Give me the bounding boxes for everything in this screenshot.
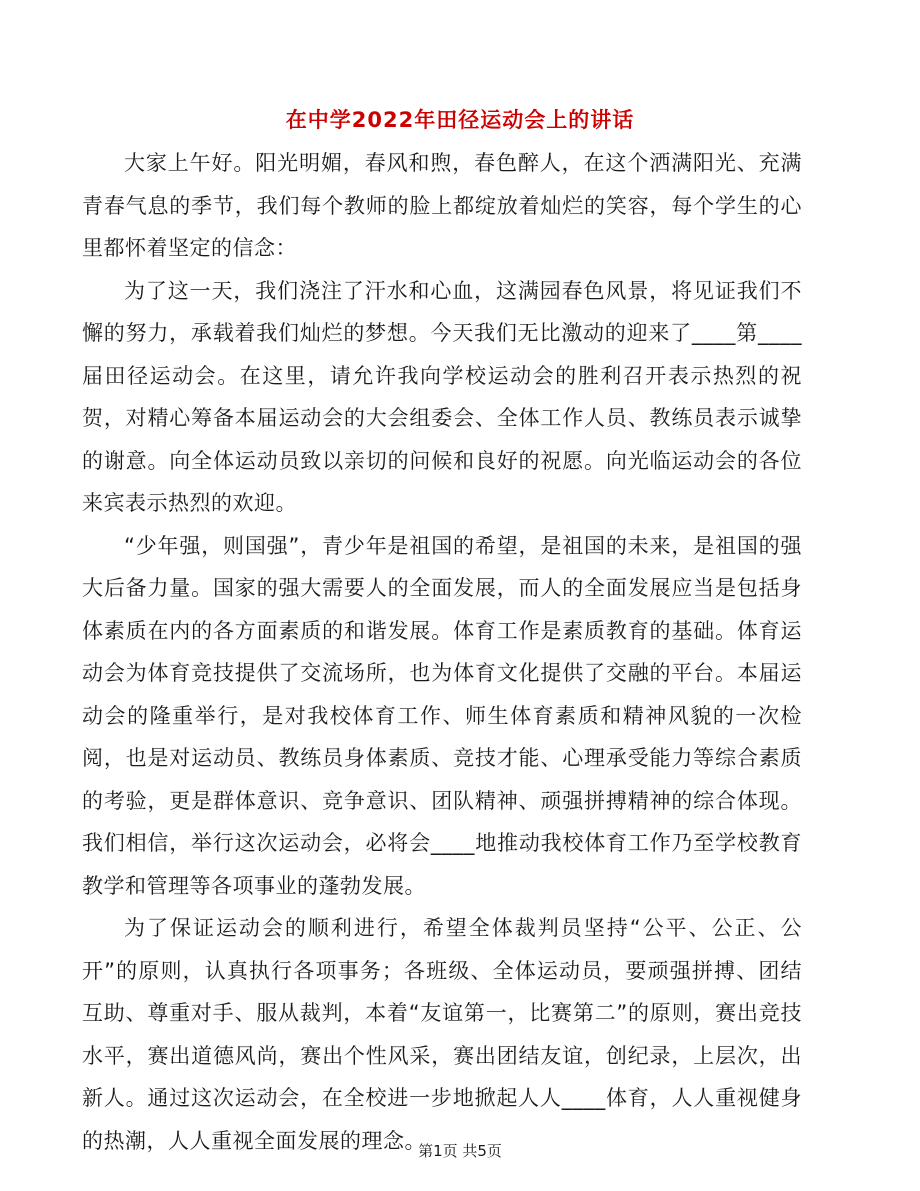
page-footer: 第1页 共5页 [418, 1142, 502, 1160]
paragraph-4: 为了保证运动会的顺利进行，希望全体裁判员坚持“公平、公正、公开”的原则，认真执行各项事务；各班级、全体运动员，要顽强拼搏、团结互助、尊重对手、服从裁判，本着“友谊第一，比赛第二”的原则，赛出竞技水平，赛出道德风尚，赛出个性风采，赛出团结友谊，创纪录，上层次，出新人。通过这次运动会，在全校进一步地掀起人人____体育，人人重视健身的热潮，人人重视全面发展的理念。 [82, 916, 802, 1153]
paragraph-3: “少年强，则国强”，青少年是祖国的希望，是祖国的未来，是祖国的强大后备力量。国家的强大需要人的全面发展，而人的全面发展应当是包括身体素质在内的各方面素质的和谐发展。体育工作是素质教育的基础。体育运动会为体育竞技提供了交流场所，也为体育文化提供了交融的平台。本届运动会的隆重举行，是对我校体育工作、师生体育素质和精神风貌的一次检阅，也是对运动员、教练员身体素质、竞技才能、心理承受能力等综合素质的考验，更是群体意识、竞争意识、团队精神、顽强拼搏精神的综合体现。我们相信，举行这次运动会，必将会____地推动我校体育工作乃至学校教育教学和管理等各项事业的蓬勃发展。 [82, 533, 802, 898]
paragraph-1: 大家上午好。阳光明媚，春风和煦，春色醉人，在这个洒满阳光、充满青春气息的季节，我们每个教师的脸上都绽放着灿烂的笑容，每个学生的心里都怀着坚定的信念： [82, 151, 802, 260]
document-title: 在中学2022年田径运动会上的讲话 [285, 108, 635, 132]
paragraph-2: 为了这一天，我们浇注了汗水和心血，这满园春色风景，将见证我们不懈的努力，承载着我们灿烂的梦想。今天我们无比激动的迎来了____第____届田径运动会。在这里，请允许我向学校运动会的胜利召开表示热烈的祝贺，对精心筹备本届运动会的大会组委会、全体工作人员、教练员表示诚挚的谢意。向全体运动员致以亲切的问候和良好的祝愿。向光临运动会的各位来宾表示热烈的欢迎。 [82, 278, 802, 515]
document-body [82, 142, 802, 1162]
